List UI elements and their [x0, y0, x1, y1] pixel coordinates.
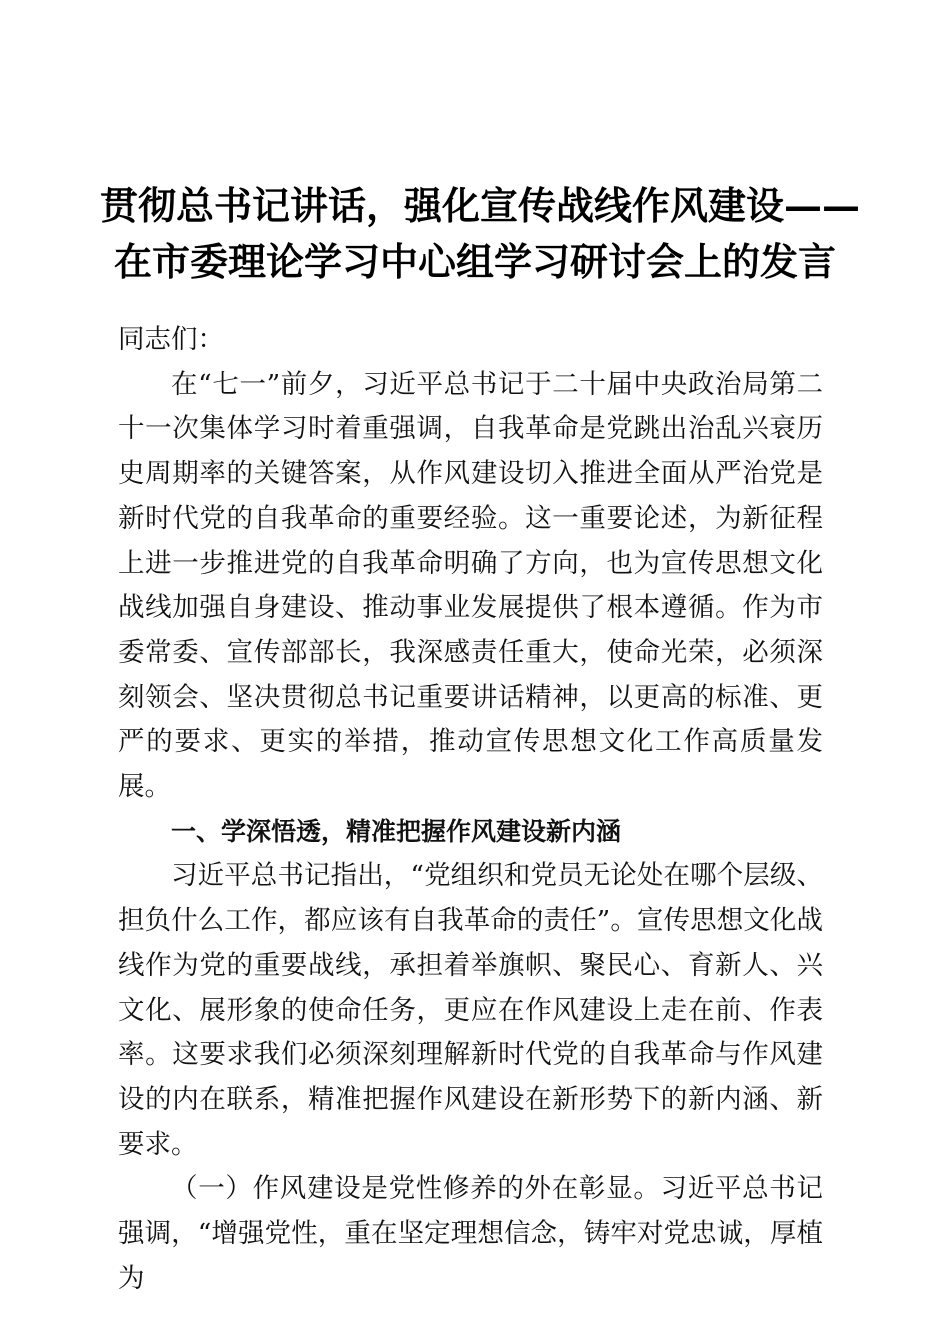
- title-line-1: 贯彻总书记讲话，强化宣传战线作风建设——: [100, 183, 861, 228]
- document-title: [100, 178, 861, 290]
- section-heading-1: 一、学深悟透，精准把握作风建设新内涵: [171, 816, 622, 846]
- paragraph-section-1: 习近平总书记指出，“党组织和党员无论处在哪个层级、担负什么工作，都应该有自我革命的责任”。宣传思想文化战线作为党的重要战线，承担着举旗帜、聚民心、育新人、兴文化、展形象的使命任务，更应在作风建设上走在前、作表率。这要求我们必须深刻理解新时代党的自我革命与作风建设的内在联系，精准把握作风建设在新形势下的新内涵、新要求。: [118, 860, 823, 1160]
- salutation: 同志们：: [118, 324, 224, 355]
- paragraph-subsection-1: （一）作风建设是党性修养的外在彰显。习近平总书记强调，“增强党性，重在坚定理想信念，铸牢对党忠诚，厚植为: [118, 1173, 823, 1294]
- document-body: [118, 318, 823, 1301]
- title-line-2: 在市委理论学习中心组学习研讨会上的发言: [113, 239, 836, 284]
- paragraph-intro: 在“七一”前夕，习近平总书记于二十届中央政治局第二十一次集体学习时着重强调，自我革命是党跳出治乱兴衰历史周期率的关键答案，从作风建设切入推进全面从严治党是新时代党的自我革命的重要经验。这一重要论述，为新征程上进一步推进党的自我革命明确了方向，也为宣传思想文化战线加强自身建设、推动事业发展提供了根本遵循。作为市委常委、宣传部部长，我深感责任重大，使命光荣，必须深刻领会、坚决贯彻总书记重要讲话精神，以更高的标准、更严的要求、更实的举措，推动宣传思想文化工作高质量发展。: [118, 368, 823, 803]
